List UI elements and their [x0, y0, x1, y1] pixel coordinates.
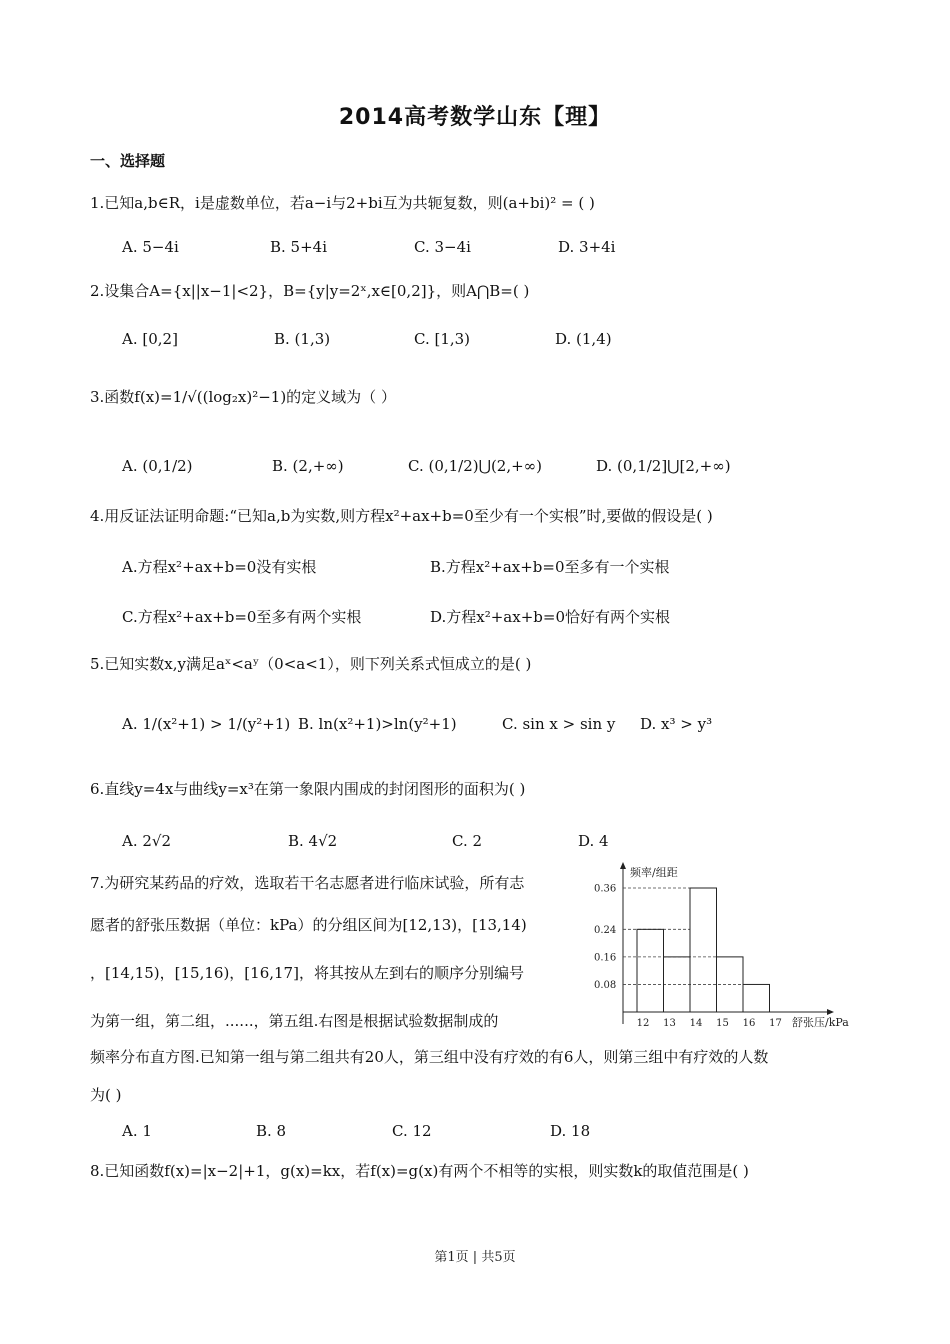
question-7-line-4: 为第一组，第二组，......，第五组.右图是根据试验数据制成的	[90, 1012, 499, 1030]
x-tick-label: 16	[742, 1018, 756, 1029]
y-tick-label: 0.08	[594, 979, 617, 991]
page-footer: 第1页 | 共5页	[434, 1250, 516, 1265]
question-5-option-b: B. ln(x²+1)>ln(y²+1)	[298, 715, 457, 733]
question-7-option-c: C. 12	[392, 1122, 432, 1140]
question-4-stem: 4.用反证法证明命题:“已知a,b为实数,则方程x²+ax+b=0至少有一个实根”时,要做的假设是( )	[90, 507, 713, 525]
question-3-option-a: A. (0,1/2)	[122, 457, 193, 475]
question-4-option-c: C.方程x²+ax+b=0至多有两个实根	[122, 608, 362, 626]
question-2-option-b: B. (1,3)	[274, 330, 331, 348]
question-7-line-6: 为( )	[90, 1086, 122, 1104]
question-3-option-d: D. (0,1/2]⋃[2,+∞)	[596, 457, 731, 475]
question-2-option-d: D. (1,4)	[555, 330, 612, 348]
x-tick-label: 12	[636, 1018, 650, 1029]
histogram-bar-2	[664, 957, 691, 1012]
question-7-line-5: 频率分布直方图.已知第一组与第二组共有20人，第三组中没有疗效的有6人，则第三组中有疗效的人数	[90, 1048, 769, 1066]
question-1-option-c: C. 3−4i	[414, 238, 471, 256]
question-7-line-1: 7.为研究某药品的疗效，选取若干名志愿者进行临床试验，所有志	[90, 874, 525, 892]
y-tick-label: 0.36	[594, 883, 617, 895]
section-heading: 一、选择题	[90, 152, 166, 170]
question-7-option-b: B. 8	[256, 1122, 287, 1140]
x-tick-label: 15	[716, 1018, 729, 1029]
question-2-option-a: A. [0,2]	[122, 330, 178, 348]
question-6-option-a: A. 2√2	[122, 832, 172, 850]
question-1-stem: 1.已知a,b∈R，i是虚数单位，若a−i与2+bi互为共轭复数，则(a+bi)² = ( )	[90, 194, 595, 212]
question-5-option-a: A. 1/(x²+1) > 1/(y²+1)	[122, 715, 291, 733]
histogram-bar-1	[637, 929, 664, 1012]
x-axis-label: 舒张压/kPa	[792, 1016, 849, 1029]
y-axis-label: 频率/组距	[630, 866, 678, 879]
question-6-option-d: D. 4	[578, 832, 609, 850]
question-6-option-c: C. 2	[452, 832, 483, 850]
question-8-stem: 8.已知函数f(x)=|x−2|+1，g(x)=kx，若f(x)=g(x)有两个不相等的实根，则实数k的取值范围是( )	[90, 1162, 749, 1180]
question-3-stem: 3.函数f(x)=1/√((log₂x)²−1)的定义域为（ ）	[90, 388, 396, 406]
histogram-bar-5	[743, 984, 770, 1012]
question-7-line-3: ，[14,15)，[15,16)，[16,17]，将其按从左到右的顺序分别编号	[90, 964, 524, 982]
question-6-option-b: B. 4√2	[288, 832, 338, 850]
frequency-histogram	[590, 862, 860, 1032]
question-2-option-c: C. [1,3)	[414, 330, 471, 348]
question-5-option-c: C. sin x > sin y	[502, 715, 616, 733]
question-4-option-b: B.方程x²+ax+b=0至多有一个实根	[430, 558, 670, 576]
question-1-option-b: B. 5+4i	[270, 238, 328, 256]
x-axis-arrow	[827, 1009, 834, 1015]
question-7-option-a: A. 1	[122, 1122, 152, 1140]
question-3-option-c: C. (0,1/2)⋃(2,+∞)	[408, 457, 543, 475]
question-1-option-d: D. 3+4i	[558, 238, 616, 256]
x-tick-label: 17	[769, 1018, 782, 1029]
x-tick-label: 13	[663, 1018, 676, 1029]
question-7-option-d: D. 18	[550, 1122, 591, 1140]
question-2-stem: 2.设集合A={x||x−1|<2}，B={y|y=2ˣ,x∈[0,2]}，则A⋂B=( )	[90, 282, 530, 300]
x-tick-label: 14	[689, 1018, 703, 1029]
question-6-stem: 6.直线y=4x与曲线y=x³在第一象限内围成的封闭图形的面积为( )	[90, 780, 526, 798]
question-4-option-a: A.方程x²+ax+b=0没有实根	[122, 558, 317, 576]
histogram-bar-3	[690, 888, 717, 1012]
question-3-option-b: B. (2,+∞)	[272, 457, 344, 475]
question-5-stem: 5.已知实数x,y满足aˣ<aʸ（0<a<1），则下列关系式恒成立的是( )	[90, 655, 532, 673]
y-tick-label: 0.24	[594, 924, 617, 936]
page-title: 2014高考数学山东【理】	[338, 105, 612, 130]
question-7-line-2: 愿者的舒张压数据（单位：kPa）的分组区间为[12,13)，[13,14)	[90, 916, 527, 934]
question-4-option-d: D.方程x²+ax+b=0恰好有两个实根	[430, 608, 670, 626]
y-tick-label: 0.16	[594, 952, 617, 964]
question-1-option-a: A. 5−4i	[122, 238, 179, 256]
question-5-option-d: D. x³ > y³	[640, 715, 713, 733]
y-axis-arrow	[620, 862, 626, 869]
